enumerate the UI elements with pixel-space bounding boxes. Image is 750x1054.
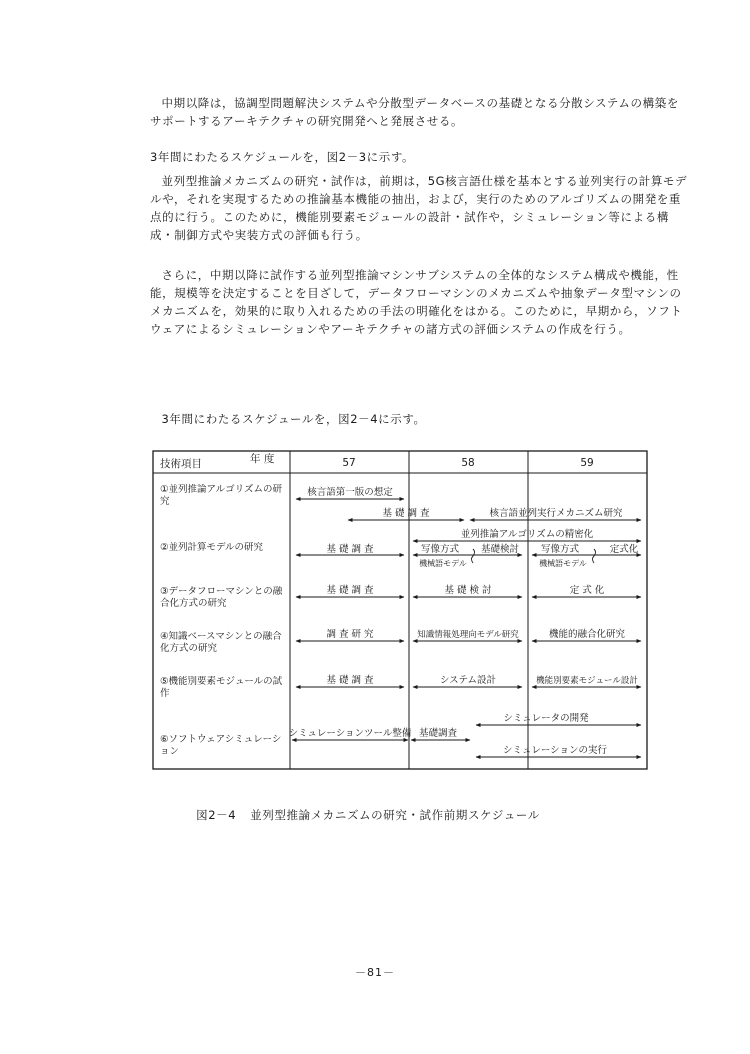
paragraph-1: 中期以降は，協調型問題解決システムや分散型データベースの基礎となる分散システムの構築をサポートするアーキテクチャの研究開発へと発展させる。 [150,96,679,128]
task-r6-a: シミュレータの開発 [503,713,589,724]
task-r2-f: 定式化 [609,544,639,555]
task-r4-b: 知識情報処理向モデル研究 [417,630,519,640]
item-5-label: ⑤機能別要素モジュールの試作 [160,676,283,699]
task-r2-b: 基 礎 調 査 [326,544,374,555]
paragraph-5: 3年間にわたるスケジュールを，図2－4に示す。 [161,412,426,426]
task-r2-c: 写像方式 [420,544,460,555]
task-r3-b: 基 礎 検 討 [444,585,492,596]
schedule-task-labels [289,486,639,756]
year-58: 58 [461,457,475,469]
paragraph-3: 並列型推論メカニズムの研究・試作は，前期は，5G核言語仕様を基本とする並列実行の計算モデルや，それを実現するための推論基本機能の抽出，および，実行のためのアルゴリズムの開発を重点的に行う。このために，機能別要素モジュールの設計・試作や，シミュレーション等による構成・制御方式や実装方式の評価も行う。 [150,174,688,242]
task-r2-e: 写像方式 [540,544,580,555]
task-r1-c: 核言語並列実行メカニズム研究 [489,508,623,519]
task-r6-c: 基礎調査 [418,728,458,739]
item-1-label: ①並列推論アルゴリズムの研究 [160,484,282,507]
item-6-label: ⑥ソフトウェアシミュレーション [160,734,282,754]
task-r4-a: 調 査 研 究 [326,629,374,640]
task-r5-b: システム設計 [439,675,497,686]
paragraph-2: 3年間にわたるスケジュールを，図2－3に示す。 [150,150,415,164]
item-3-label: ③データフローマシンとの融合化方式の研究 [160,586,283,609]
task-r3-a: 基 礎 調 査 [326,585,374,596]
figure-number: 図2－4 [196,808,237,822]
task-r2-d: 基礎検討 [480,544,520,555]
year-57: 57 [342,457,356,469]
header-year-label: 年 度 [250,453,275,465]
year-59: 59 [580,457,594,469]
task-r5-a: 基 礎 調 査 [326,675,374,686]
task-r2-h: 機械語モデル [539,559,587,568]
figure-title: 並列型推論メカニズムの研究・試作前期スケジュール [250,808,540,822]
task-r6-b: シミュレーションツール整備 [288,728,412,739]
task-r5-c: 機能別要素モジュール設計 [536,676,638,686]
task-r3-c: 定 式 化 [569,585,605,596]
paragraph-4: さらに，中期以降に試作する並列型推論マシンサブシステムの全体的なシステム構成や機能，性能，規模等を決定することを目ざして，データフローマシンのメカニズムや抽象データ型マシンのメカニズムを，効果的に取り入れるための手法の明確化をはかる。このために，早期から，ソフトウェアによるシミュレーションやアーキテクチャの諸方式の評価システムの作成を行う。 [150,268,683,336]
task-r1-b: 基 礎 調 査 [382,508,430,519]
item-4-label: ④知識ベースマシンとの融合化方式の研究 [160,631,282,654]
task-r4-c: 機能的融合化研究 [548,629,626,640]
figure-caption [0,807,750,823]
task-r1-a: 核言語第一版の想定 [307,487,393,498]
task-r6-d: シミュレーションの実行 [503,745,607,756]
item-2-label: ②並列計算モデルの研究 [160,542,264,553]
page-number: －81－ [355,966,395,979]
header-item-label: 技術項目 [160,458,202,470]
brace-59 [593,549,596,563]
brace-58 [472,549,475,563]
task-r2-a: 並列推論アルゴリズムの精密化 [460,529,594,540]
task-r2-g: 機械語モデル [419,559,467,568]
